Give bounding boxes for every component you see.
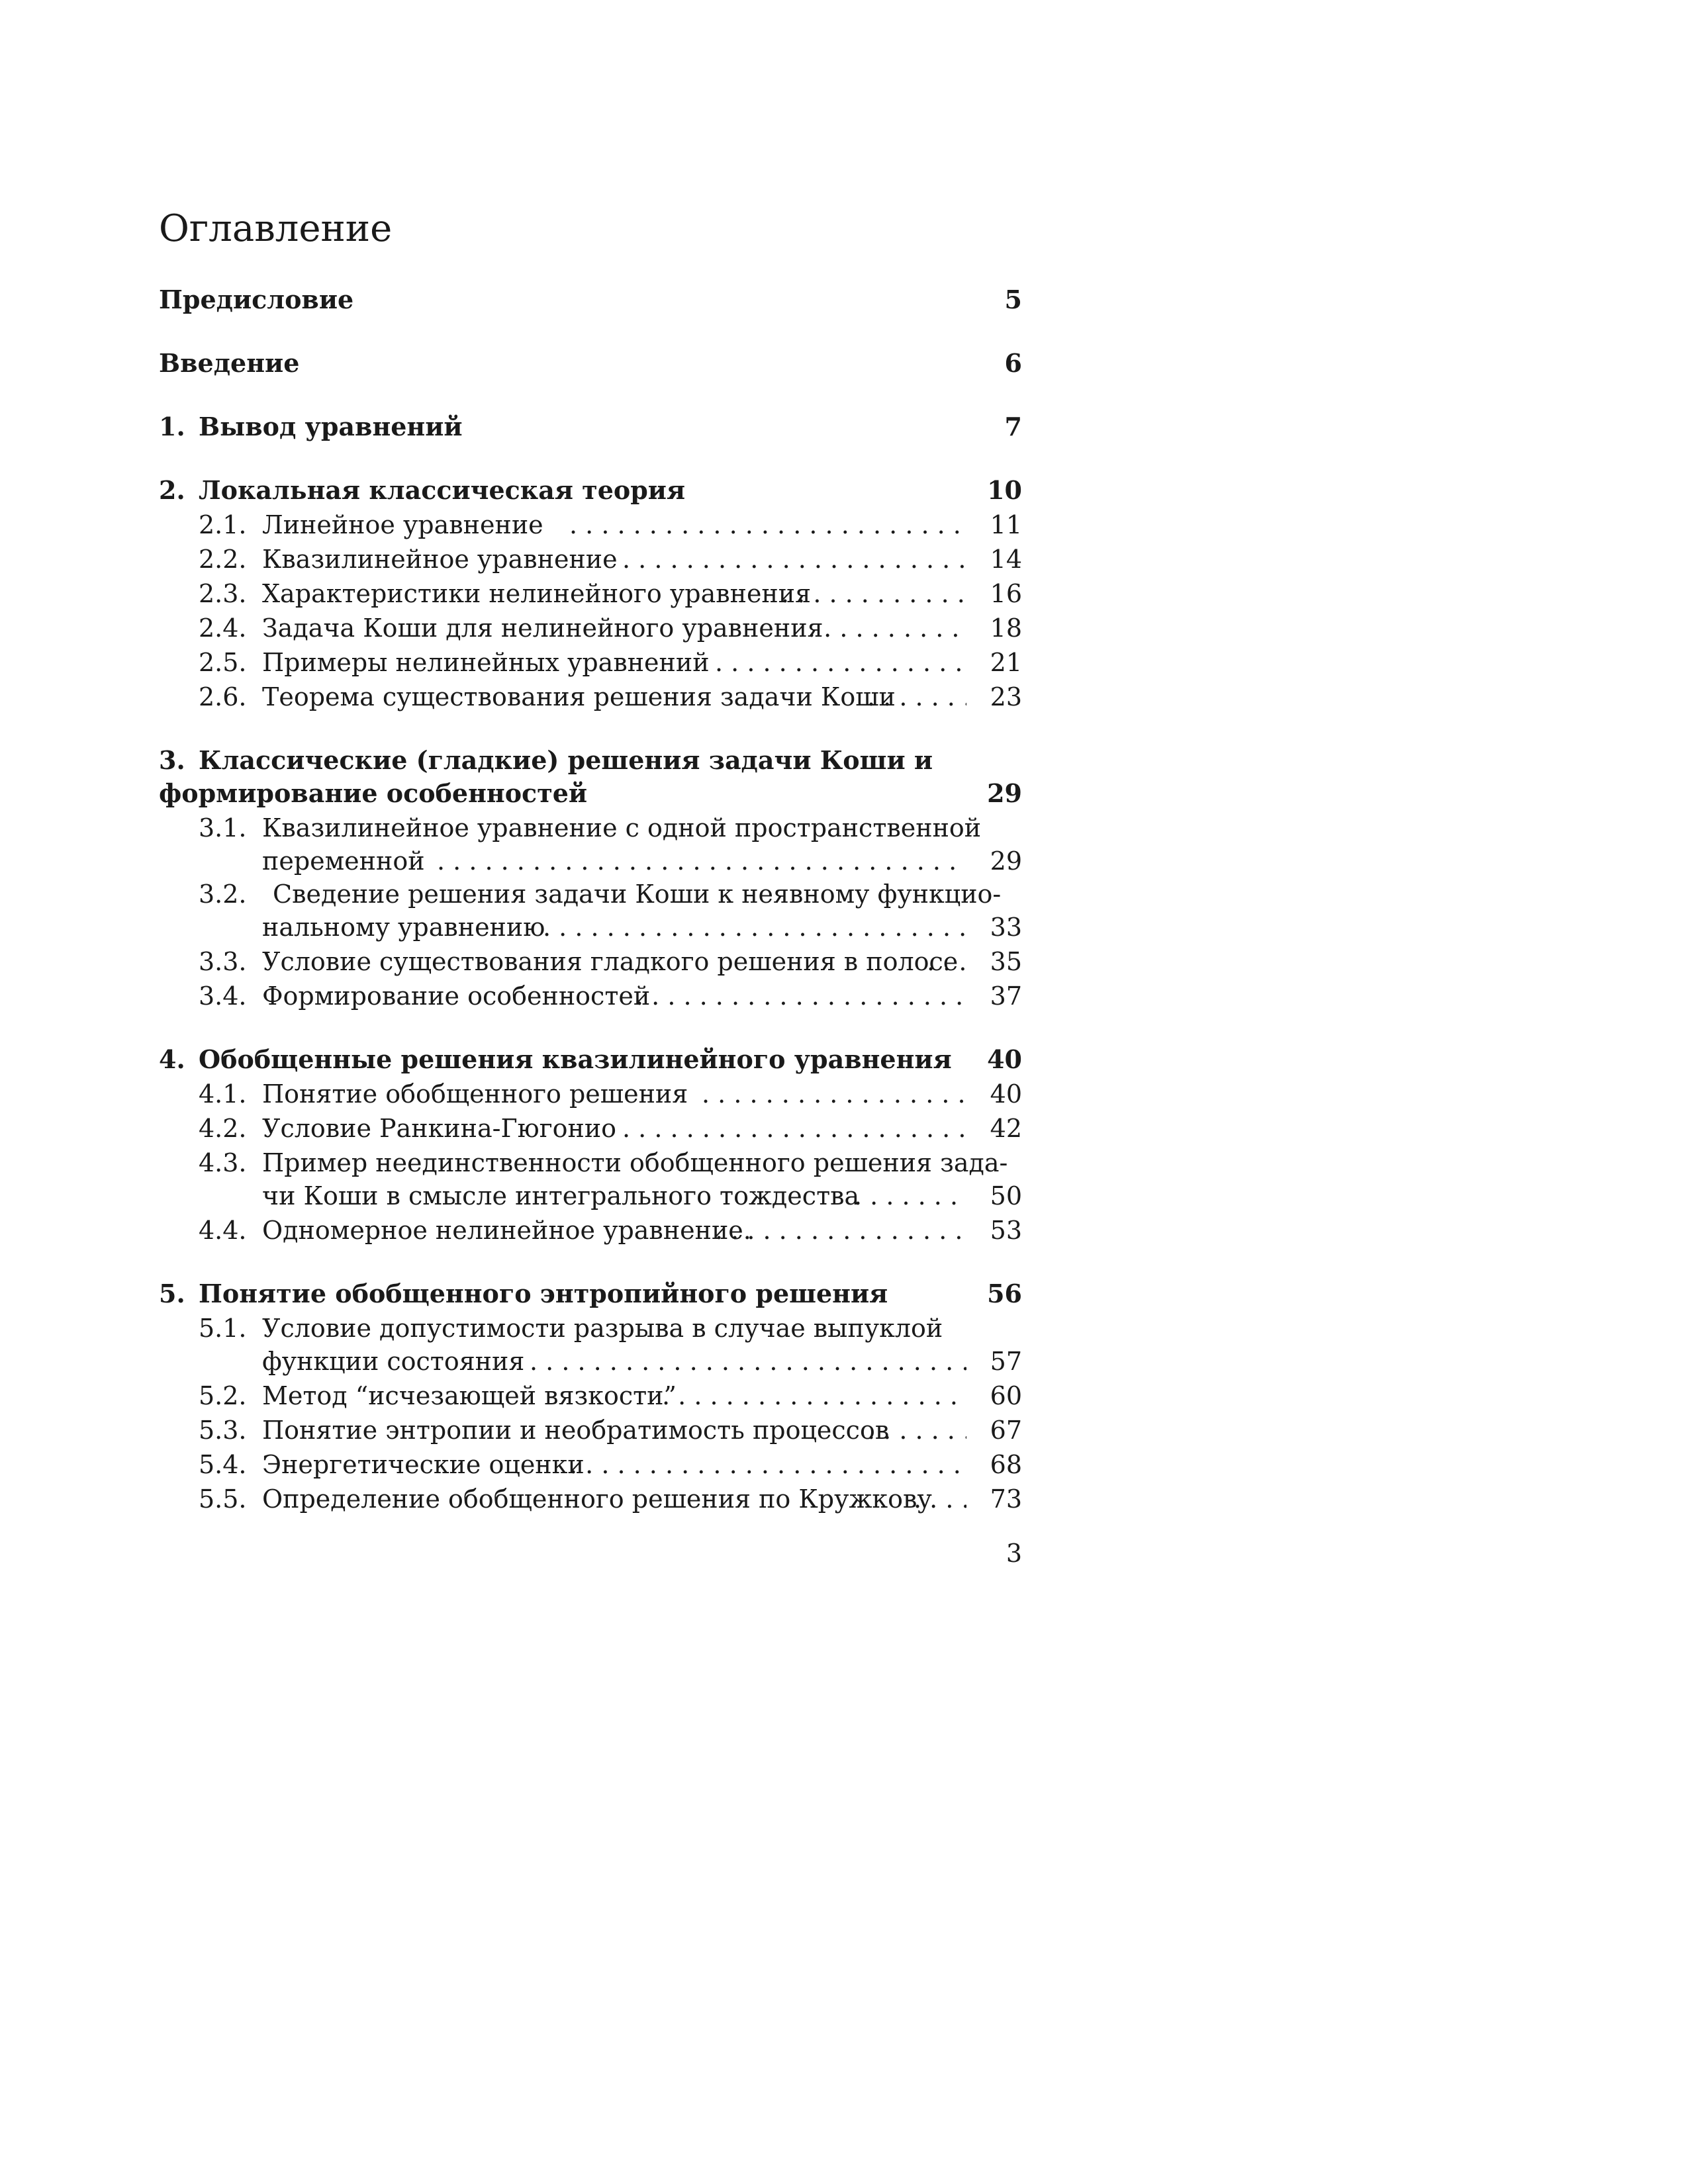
- dot-leader: [715, 1214, 966, 1247]
- toc-entry-section-4-3-continued[interactable]: [159, 1179, 1022, 1212]
- dot-leader: [867, 680, 966, 713]
- section-number: 5.2.: [199, 1381, 247, 1410]
- section-title: Метод “исчезающей вязкости”: [262, 1381, 677, 1410]
- dot-leader: [781, 577, 966, 610]
- section-title-line-2: переменной: [262, 846, 425, 876]
- section-number: 4.1.: [199, 1079, 247, 1109]
- toc-entry-section-4-4[interactable]: [159, 1214, 1022, 1247]
- toc-entry-chapter-5[interactable]: [159, 1277, 1022, 1310]
- toc-entry-preface[interactable]: [159, 283, 1022, 316]
- toc-entry-section-3-4[interactable]: [159, 979, 1022, 1013]
- page-number: 68: [990, 1450, 1022, 1479]
- toc-entry-section-3-3[interactable]: [159, 945, 1022, 978]
- page-number: 56: [987, 1279, 1022, 1308]
- toc-entry-chapter-4[interactable]: [159, 1043, 1022, 1076]
- toc-entry-section-5-1-continued[interactable]: [159, 1345, 1022, 1378]
- dot-leader: [715, 646, 966, 679]
- section-title: Характеристики нелинейного уравнения: [262, 579, 812, 608]
- section-title: Квазилинейное уравнение: [262, 545, 618, 574]
- chapter-number: 1.: [159, 412, 185, 441]
- page-number: 7: [1004, 412, 1022, 441]
- section-title: Понятие энтропии и необратимость процессов: [262, 1416, 890, 1445]
- dot-leader: [808, 612, 966, 645]
- page-number: 10: [987, 475, 1022, 505]
- toc-entry-section-2-3[interactable]: [159, 577, 1022, 610]
- section-title: Теорема существования решения задачи Коши: [262, 682, 896, 711]
- toc-entry-section-5-2[interactable]: [159, 1379, 1022, 1412]
- dot-leader: [437, 844, 966, 878]
- section-title: Условие Ранкина-Гюгонио: [262, 1114, 617, 1143]
- section-number: 4.2.: [199, 1114, 247, 1143]
- toc-entry-chapter-1[interactable]: [159, 410, 1022, 443]
- section-title: Одномерное нелинейное уравнение.: [262, 1216, 751, 1245]
- page-number: 29: [987, 778, 1022, 808]
- toc-entry-section-5-1[interactable]: [159, 1312, 1022, 1345]
- dot-leader: [569, 508, 966, 541]
- toc-entry-section-2-1[interactable]: [159, 508, 1022, 541]
- section-title: Формирование особенностей: [262, 981, 651, 1011]
- dot-leader: [622, 543, 966, 576]
- page-number: 42: [990, 1114, 1022, 1143]
- page-number: 6: [1004, 348, 1022, 378]
- dot-leader: [927, 945, 966, 978]
- chapter-number: 4.: [159, 1044, 185, 1074]
- page-number: 50: [990, 1181, 1022, 1210]
- toc-entry-section-5-3[interactable]: [159, 1414, 1022, 1447]
- chapter-number: 5.: [159, 1279, 185, 1308]
- page-number: 60: [990, 1381, 1022, 1410]
- toc-entry-section-2-5[interactable]: [159, 646, 1022, 679]
- chapter-title: Обобщенные решения квазилинейного уравнения: [199, 1044, 952, 1074]
- section-title: Определение обобщенного решения по Кружкову: [262, 1484, 932, 1514]
- section-number: 4.3.: [199, 1148, 247, 1177]
- section-number: 5.1.: [199, 1314, 247, 1343]
- page-number: 40: [990, 1079, 1022, 1109]
- chapter-title: Локальная классическая теория: [199, 475, 686, 505]
- chapter-number: 3.: [159, 745, 185, 775]
- section-number: 5.5.: [199, 1484, 247, 1514]
- toc-entry-chapter-3-continued[interactable]: [159, 777, 1022, 810]
- chapter-title: Введение: [159, 348, 300, 378]
- chapter-title: Понятие обобщенного энтропийного решения: [199, 1279, 888, 1308]
- section-number: 2.6.: [199, 682, 247, 711]
- section-title: Условие существования гладкого решения в полосе: [262, 947, 959, 976]
- section-title-line-2: нальному уравнению: [262, 913, 545, 942]
- page-number: 67: [990, 1416, 1022, 1445]
- section-title-line-2: чи Коши в смысле интегрального тождества: [262, 1181, 860, 1210]
- toc-entry-section-3-1-continued[interactable]: [159, 844, 1022, 878]
- dot-leader: [622, 1112, 966, 1145]
- dot-leader: [635, 979, 966, 1013]
- toc-entry-section-3-2[interactable]: [159, 878, 1022, 911]
- section-number: 5.3.: [199, 1416, 247, 1445]
- dot-leader: [530, 1345, 966, 1378]
- toc-entry-section-5-4[interactable]: [159, 1448, 1022, 1481]
- section-number: 3.2.: [199, 880, 247, 909]
- toc-entry-section-4-3[interactable]: [159, 1146, 1022, 1179]
- toc-entry-section-4-1[interactable]: [159, 1077, 1022, 1111]
- section-title-line-1: Сведение решения задачи Коши к неявному функцио-: [273, 880, 1002, 909]
- toc-entry-section-3-2-continued[interactable]: [159, 911, 1022, 944]
- chapter-title-line-1: Классические (гладкие) решения задачи Коши и: [199, 745, 933, 775]
- chapter-title-line-2: формирование особенностей: [159, 778, 588, 808]
- folio-page-number: 3: [1006, 1539, 1022, 1568]
- section-title-line-1: Условие допустимости разрыва в случае выпуклой: [262, 1314, 943, 1343]
- page-number: 57: [990, 1347, 1022, 1376]
- section-title: Линейное уравнение: [262, 510, 543, 539]
- page-number: 73: [990, 1484, 1022, 1514]
- page-number: 21: [990, 648, 1022, 677]
- dot-leader: [867, 1414, 966, 1447]
- section-number: 2.1.: [199, 510, 247, 539]
- dot-leader: [662, 1379, 966, 1412]
- section-number: 4.4.: [199, 1216, 247, 1245]
- chapter-title: Предисловие: [159, 285, 354, 314]
- section-title: Примеры нелинейных уравнений: [262, 648, 710, 677]
- dot-leader: [702, 1077, 966, 1111]
- toc-entry-chapter-2[interactable]: [159, 474, 1022, 507]
- page-title: Оглавление: [159, 207, 393, 250]
- toc-entry-section-2-4[interactable]: [159, 612, 1022, 645]
- page-number: 35: [990, 947, 1022, 976]
- toc-entry-section-3-1[interactable]: [159, 811, 1022, 844]
- toc-entry-introduction[interactable]: [159, 347, 1022, 380]
- toc-entry-section-2-2[interactable]: [159, 543, 1022, 576]
- section-number: 2.3.: [199, 579, 247, 608]
- section-title: Понятие обобщенного решения: [262, 1079, 688, 1109]
- page-number: 11: [990, 510, 1022, 539]
- section-title: Задача Коши для нелинейного уравнения: [262, 614, 823, 643]
- section-number: 3.4.: [199, 981, 247, 1011]
- section-title-line-2: функции состояния: [262, 1347, 525, 1376]
- dot-leader: [914, 1482, 966, 1516]
- section-number: 5.4.: [199, 1450, 247, 1479]
- page-number: 18: [990, 614, 1022, 643]
- chapter-title: Вывод уравнений: [199, 412, 463, 441]
- section-number: 2.4.: [199, 614, 247, 643]
- page-number: 16: [990, 579, 1022, 608]
- toc-entry-section-2-6[interactable]: [159, 680, 1022, 713]
- section-number: 3.3.: [199, 947, 247, 976]
- section-title-line-1: Пример неединственности обобщенного решения зада-: [262, 1148, 1008, 1177]
- section-number: 2.2.: [199, 545, 247, 574]
- chapter-number: 2.: [159, 475, 185, 505]
- section-title: Энергетические оценки: [262, 1450, 585, 1479]
- section-number: 3.1.: [199, 813, 247, 842]
- toc-entry-section-4-2[interactable]: [159, 1112, 1022, 1145]
- page-number: 14: [990, 545, 1022, 574]
- page-number: 23: [990, 682, 1022, 711]
- page-number: 40: [987, 1044, 1022, 1074]
- section-number: 2.5.: [199, 648, 247, 677]
- dot-leader: [854, 1179, 966, 1212]
- page-number: 37: [990, 981, 1022, 1011]
- page-number: 29: [990, 846, 1022, 876]
- toc-entry-section-5-5[interactable]: [159, 1482, 1022, 1516]
- toc-entry-chapter-3[interactable]: [159, 744, 1022, 777]
- page-number: 33: [990, 913, 1022, 942]
- dot-leader: [569, 1448, 966, 1481]
- page-number: 5: [1004, 285, 1022, 314]
- page-number: 53: [990, 1216, 1022, 1245]
- section-title-line-1: Квазилинейное уравнение с одной пространственной: [262, 813, 982, 842]
- dot-leader: [543, 911, 966, 944]
